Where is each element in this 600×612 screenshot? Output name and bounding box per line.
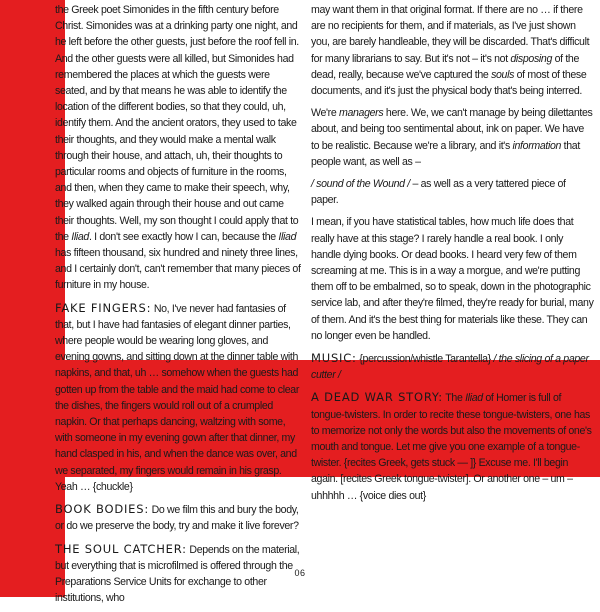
section-header: THE SOUL CATCHER: bbox=[55, 541, 187, 556]
managers-paragraph bbox=[311, 105, 594, 170]
italic-word: souls bbox=[491, 68, 515, 81]
fake-fingers-section bbox=[55, 300, 303, 495]
section-header: BOOK BODIES: bbox=[55, 502, 150, 517]
left-column bbox=[55, 2, 303, 612]
section-text: {percussion/whistle Tarantella} bbox=[356, 353, 494, 366]
italic-title: Iliad bbox=[465, 392, 483, 405]
section-text: of Homer is full of tongue-twisters. In order to recite these tongue-twisters, one has to memorize not only the words but also the movements of one's mouth and tongue. Let me give you one example of a tongue-twister. {recites Greek, gets stuck — ]} Excuse me. I'll begin again. [recites Greek tongue-twister]. Or another one – um – uhhhhh … {voice dies out} bbox=[311, 392, 592, 502]
section-text: Do we film this and bury the body, or do we preserve the body, try and make it live forever? bbox=[55, 504, 299, 533]
paragraph-text: We're bbox=[311, 107, 339, 120]
italic-title: Iliad bbox=[278, 230, 297, 243]
paragraph-text: of most of these documents, and it's just the physical body that's being interred. bbox=[311, 68, 587, 98]
morgue-paragraph bbox=[311, 214, 594, 344]
book-bodies-section bbox=[55, 501, 303, 534]
paragraph-text: – as well as a very tattered piece of paper. bbox=[311, 178, 566, 207]
section-header: MUSIC: bbox=[311, 351, 357, 366]
italic-title: Iliad bbox=[71, 230, 89, 243]
paragraph-text: of the dead, really, because we've captured the bbox=[311, 52, 580, 81]
dead-war-story-section bbox=[311, 389, 594, 503]
section-text: The bbox=[442, 392, 466, 405]
wound-paragraph bbox=[311, 176, 594, 208]
section-text: No, I've never had fantasies of that, but I have had fantasies of elegant dinner parties, where people would be wearing long gloves, and evening gowns, and sitting down at the dinner table with napkins, and that, uh … somehow when the guests had gotten up from the table and the maid had come to clear the dishes, the fingers would roll out of a crumpled napkin. Or that perhaps dancing, waltzing with some, with someone in my evening gown after that dinner, my hand clasped in his, and when the dance was over, and we separated, my fingers would remain in his grasp. Yeah … {chuckle} bbox=[55, 302, 299, 493]
section-header: FAKE FINGERS: bbox=[55, 300, 152, 315]
music-section bbox=[311, 350, 594, 383]
paragraph-text: . I don't see exactly how I can, because the bbox=[88, 230, 279, 243]
italic-sound-cue: / sound of the Wound / bbox=[311, 178, 410, 191]
discard-paragraph bbox=[311, 2, 594, 99]
paragraph-text: here. We, we can't manage by being dilettantes about, and being too sentimental about, ink on paper. We have to be realistic. Because we're a library, and it's bbox=[311, 107, 593, 152]
paragraph-text: that people want, as well as – bbox=[311, 139, 580, 168]
simonides-paragraph bbox=[55, 2, 303, 294]
section-header: A DEAD WAR STORY: bbox=[311, 390, 443, 405]
italic-word: information bbox=[512, 139, 562, 152]
paragraph-text: the Greek poet Simonides in the fifth century before Christ. Simonides was at a drinking party one night, and he left before the other guests, just before the roof fell in. And the other guests were all killed, but Simonides had remembered the places at which the guests were seated, and by that means he was able to identify the location of the different bodies, so that they could, uh, identify them. And the ancient orators, they used to take their thoughts, and they would make a mental walk through their house, and attach, uh, their thoughts to particular rooms and objects of furniture in the rooms, and then, when they came to make their speech, why, they walked again through their house and out came their thoughts. Well, my son thought I could apply that to the bbox=[55, 4, 299, 243]
section-text: Depends on the material, but everything that is microfilmed is offered through the Preparations Service Units for exchange to other institutions, who bbox=[55, 543, 300, 605]
italic-sound-cue: / the slicing of a paper cutter / bbox=[311, 353, 589, 382]
right-column bbox=[311, 2, 594, 510]
italic-word: disposing bbox=[510, 52, 553, 65]
paragraph-text: I mean, if you have statistical tables, how much life does that really have at this stage? I rarely handle a real book. I only handle dying books. Or dead books. I heard very few of them screaming at me. This is in a way a morgue, and we're putting them off to be embalmed, so to speak, down in the photographic service lab, and after they're filmed, they're ready for burial, many of them. And it's the best thing for materials like these. They can no longer even be handled. bbox=[311, 216, 594, 342]
paragraph-text: may want them in that original format. If there are no … if there are no recipients for them, and if materials, as I've just shown you, are barely handleable, they will be discarded. That's difficult for many librarians to say. But it's not – it's not bbox=[311, 4, 590, 65]
paragraph-text: has fifteen thousand, six hundred and ninety three lines, and I certainly don't, can't remember that many pieces of furniture in my house. bbox=[55, 247, 301, 292]
page-number: 06 bbox=[294, 568, 306, 578]
italic-word: managers bbox=[339, 107, 384, 120]
